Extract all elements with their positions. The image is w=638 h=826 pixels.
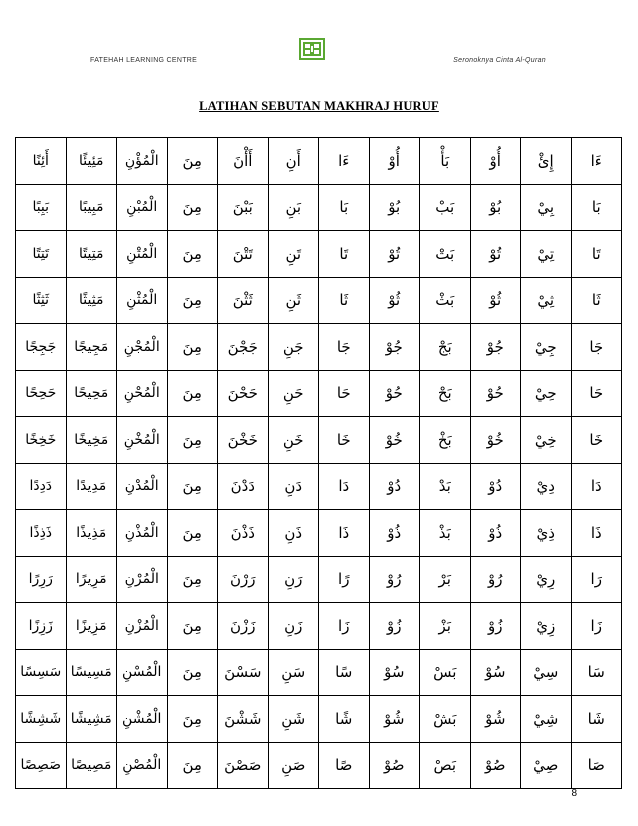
table-cell: مِنَ <box>167 277 218 324</box>
table-row <box>16 417 622 464</box>
table-cell: زَزِزًا <box>16 603 67 650</box>
table-cell: مَتِيتًا <box>66 231 117 278</box>
table-cell: مِنَ <box>167 370 218 417</box>
table-cell: ءَا <box>571 138 622 185</box>
table-cell: بَحْ <box>420 370 471 417</box>
table-cell: حُوْ <box>470 370 521 417</box>
table-cell: ثَنِ <box>268 277 319 324</box>
page-title: LATIHAN SEBUTAN MAKHRAJ HURUF <box>199 99 439 113</box>
table-cell: مِنَ <box>167 463 218 510</box>
table-cell: تَا <box>319 231 370 278</box>
table-cell: حَا <box>319 370 370 417</box>
table-cell: مَجِيجًا <box>66 324 117 371</box>
table-cell: الْمُحْنِ <box>117 370 168 417</box>
table-cell: بَتْ <box>420 231 471 278</box>
table-cell: جَجْنَ <box>218 324 269 371</box>
table-cell: جِيْ <box>521 324 572 371</box>
table-cell: شَشِشًا <box>16 696 67 743</box>
table-cell: مَخِيخًا <box>66 417 117 464</box>
table-row <box>16 138 622 185</box>
table-row <box>16 510 622 557</box>
table-cell: ذُوْ <box>369 510 420 557</box>
table-cell: زَنِ <box>268 603 319 650</box>
table-cell: زِيْ <box>521 603 572 650</box>
table-cell: مِنَ <box>167 696 218 743</box>
table-cell: رًا <box>319 556 370 603</box>
table-row <box>16 696 622 743</box>
table-cell: سًا <box>319 649 370 696</box>
table-cell: جَا <box>319 324 370 371</box>
table-cell: ذَا <box>319 510 370 557</box>
table-cell: مِنَ <box>167 417 218 464</box>
table-cell: أُوْ <box>369 138 420 185</box>
table-cell: حُوْ <box>369 370 420 417</box>
table-cell: بَدْ <box>420 463 471 510</box>
table-cell: سَسْنَ <box>218 649 269 696</box>
table-cell: مَشِيشًا <box>66 696 117 743</box>
table-cell: ثَثْنَ <box>218 277 269 324</box>
table-cell: مَذِيذًا <box>66 510 117 557</box>
table-cell: دَنِ <box>268 463 319 510</box>
table-cell: بَا <box>319 184 370 231</box>
table-cell: مِنَ <box>167 324 218 371</box>
table-row <box>16 742 622 789</box>
table-cell: خَنِ <box>268 417 319 464</box>
table-cell: مِنَ <box>167 138 218 185</box>
table-cell: سِيْ <box>521 649 572 696</box>
table-row <box>16 649 622 696</box>
table-cell: مَدِيدًا <box>66 463 117 510</box>
table-cell: بُوْ <box>369 184 420 231</box>
table-cell: الْمُصْنِ <box>117 742 168 789</box>
table-cell: دِيْ <box>521 463 572 510</box>
table-cell: خَخْنَ <box>218 417 269 464</box>
table-cell: مَسِيسًا <box>66 649 117 696</box>
table-cell: صَصْنَ <box>218 742 269 789</box>
table-cell: شُوْ <box>369 696 420 743</box>
table-cell: بَصْ <box>420 742 471 789</box>
table-cell: بَرْ <box>420 556 471 603</box>
table-cell: مِنَ <box>167 649 218 696</box>
table-cell: ذُوْ <box>470 510 521 557</box>
table-row <box>16 370 622 417</box>
table-cell: تِيْ <box>521 231 572 278</box>
table-cell: دُوْ <box>369 463 420 510</box>
table-cell: ذِيْ <box>521 510 572 557</box>
table-cell: خَا <box>319 417 370 464</box>
table-cell: سُوْ <box>369 649 420 696</box>
table-cell: حَحِحًا <box>16 370 67 417</box>
table-cell: زَا <box>571 603 622 650</box>
table-cell: حَنِ <box>268 370 319 417</box>
table-cell: ثِيْ <box>521 277 572 324</box>
table-cell: مِنَ <box>167 742 218 789</box>
table-cell: جَجِجًا <box>16 324 67 371</box>
table-cell: الْمُسْنِ <box>117 649 168 696</box>
table-cell: الْمُذْنِ <box>117 510 168 557</box>
table-cell: بَبِبًا <box>16 184 67 231</box>
table-cell: بَبْنَ <box>218 184 269 231</box>
table-cell: مِنَ <box>167 184 218 231</box>
table-cell: شَا <box>571 696 622 743</box>
table-cell: الْمُخْنِ <box>117 417 168 464</box>
table-cell: سَنِ <box>268 649 319 696</box>
table-cell: تَتْنَ <box>218 231 269 278</box>
table-cell: بَخْ <box>420 417 471 464</box>
table-cell: ثَا <box>319 277 370 324</box>
table-cell: مَحِيحًا <box>66 370 117 417</box>
table-cell: شَشْنَ <box>218 696 269 743</box>
table-cell: صِيْ <box>521 742 572 789</box>
table-cell: ذَذْنَ <box>218 510 269 557</box>
table-cell: أَأْنَ <box>218 138 269 185</box>
table-cell: زَزْنَ <box>218 603 269 650</box>
table-cell: الْمُتْنِ <box>117 231 168 278</box>
header-left-text: FATEHAH LEARNING CENTRE <box>90 57 198 64</box>
table-cell: رَنِ <box>268 556 319 603</box>
table-cell: بَنِ <box>268 184 319 231</box>
table-cell: الْمُبْنِ <box>117 184 168 231</box>
table-cell: رَرْنَ <box>218 556 269 603</box>
table-cell: جَنِ <box>268 324 319 371</box>
table-cell: تَتِتًا <box>16 231 67 278</box>
table-cell: صُوْ <box>369 742 420 789</box>
table-cell: صَنِ <box>268 742 319 789</box>
table-cell: مِنَ <box>167 510 218 557</box>
table-cell: حِيْ <box>521 370 572 417</box>
table-cell: صُوْ <box>470 742 521 789</box>
table-cell: أُوْ <box>470 138 521 185</box>
table-cell: بَأْ <box>420 138 471 185</box>
table-cell: سَا <box>571 649 622 696</box>
table-row <box>16 324 622 371</box>
table-cell: دَدِدًا <box>16 463 67 510</box>
table-cell: الْمُشْنِ <box>117 696 168 743</box>
table-cell: الْمُدْنِ <box>117 463 168 510</box>
table-cell: مَئِيئًا <box>66 138 117 185</box>
table-cell: بِيْ <box>521 184 572 231</box>
table-cell: مَبِيبًا <box>66 184 117 231</box>
table-cell: مَصِيصًا <box>66 742 117 789</box>
table-cell: رَرِرًا <box>16 556 67 603</box>
table-cell: أَئِنًا <box>16 138 67 185</box>
table-cell: بَزْ <box>420 603 471 650</box>
table-cell: إِئْ <box>521 138 572 185</box>
table-cell: صًا <box>319 742 370 789</box>
table-cell: بَجْ <box>420 324 471 371</box>
table-cell: تُوْ <box>470 231 521 278</box>
table-cell: بَشْ <box>420 696 471 743</box>
table-cell: خَا <box>571 417 622 464</box>
table-cell: شُوْ <box>470 696 521 743</box>
table-cell: بَثْ <box>420 277 471 324</box>
table-cell: زُوْ <box>470 603 521 650</box>
table-cell: سُوْ <box>470 649 521 696</box>
table-cell: مِنَ <box>167 556 218 603</box>
page-number: 8 <box>571 788 577 799</box>
table-cell: ذَا <box>571 510 622 557</box>
table-row <box>16 556 622 603</box>
table-cell: تَا <box>571 231 622 278</box>
table-cell: ثُوْ <box>470 277 521 324</box>
table-row <box>16 277 622 324</box>
table-cell: رُوْ <box>369 556 420 603</box>
table-cell: سَسِسًا <box>16 649 67 696</box>
table-cell: بَبْ <box>420 184 471 231</box>
table-cell: الْمُرْنِ <box>117 556 168 603</box>
table-cell: رُوْ <box>470 556 521 603</box>
table-row <box>16 184 622 231</box>
table-cell: الْمُثْنِ <box>117 277 168 324</box>
makhraj-table <box>15 137 622 789</box>
table-cell: الْمُؤْنِ <box>117 138 168 185</box>
table-row <box>16 231 622 278</box>
table-cell: حَحْنَ <box>218 370 269 417</box>
table-cell: دَدْنَ <box>218 463 269 510</box>
table-cell: ثَا <box>571 277 622 324</box>
table-cell: خُوْ <box>470 417 521 464</box>
table-cell: خِيْ <box>521 417 572 464</box>
table-cell: الْمُجْنِ <box>117 324 168 371</box>
table-cell: زَا <box>319 603 370 650</box>
table-cell: جُوْ <box>470 324 521 371</box>
table-cell: خَخِخًا <box>16 417 67 464</box>
table-cell: ءَا <box>319 138 370 185</box>
table-row <box>16 463 622 510</box>
table-cell: مَثِيثًا <box>66 277 117 324</box>
table-cell: خُوْ <box>369 417 420 464</box>
table-cell: ثَثِثًا <box>16 277 67 324</box>
square-kufic-logo-icon <box>299 38 325 60</box>
table-cell: ذَذِذًا <box>16 510 67 557</box>
table-row <box>16 603 622 650</box>
table-cell: حَا <box>571 370 622 417</box>
table-cell: تُوْ <box>369 231 420 278</box>
table-cell: شِيْ <box>521 696 572 743</box>
table-cell: دُوْ <box>470 463 521 510</box>
table-cell: بَذْ <box>420 510 471 557</box>
table-cell: بَسْ <box>420 649 471 696</box>
table-cell: بُوْ <box>470 184 521 231</box>
table-cell: مِنَ <box>167 231 218 278</box>
table-cell: الْمُزْنِ <box>117 603 168 650</box>
table-cell: ذَنِ <box>268 510 319 557</box>
table-cell: زُوْ <box>369 603 420 650</box>
table-cell: مَرِيرًا <box>66 556 117 603</box>
table-cell: شًا <box>319 696 370 743</box>
table-cell: شَنِ <box>268 696 319 743</box>
table-cell: صَا <box>571 742 622 789</box>
table-cell: بَا <box>571 184 622 231</box>
table-cell: دَا <box>571 463 622 510</box>
table-cell: مَزِيزًا <box>66 603 117 650</box>
table-cell: رِيْ <box>521 556 572 603</box>
table-cell: مِنَ <box>167 603 218 650</box>
header-right-text: Seronoknya Cinta Al-Quran <box>453 57 546 64</box>
table-cell: رَا <box>571 556 622 603</box>
table-cell: أَنِ <box>268 138 319 185</box>
table-cell: صَصِصًا <box>16 742 67 789</box>
table-cell: ثُوْ <box>369 277 420 324</box>
table-cell: تَنِ <box>268 231 319 278</box>
table-cell: دَا <box>319 463 370 510</box>
table-cell: جَا <box>571 324 622 371</box>
table-cell: جُوْ <box>369 324 420 371</box>
